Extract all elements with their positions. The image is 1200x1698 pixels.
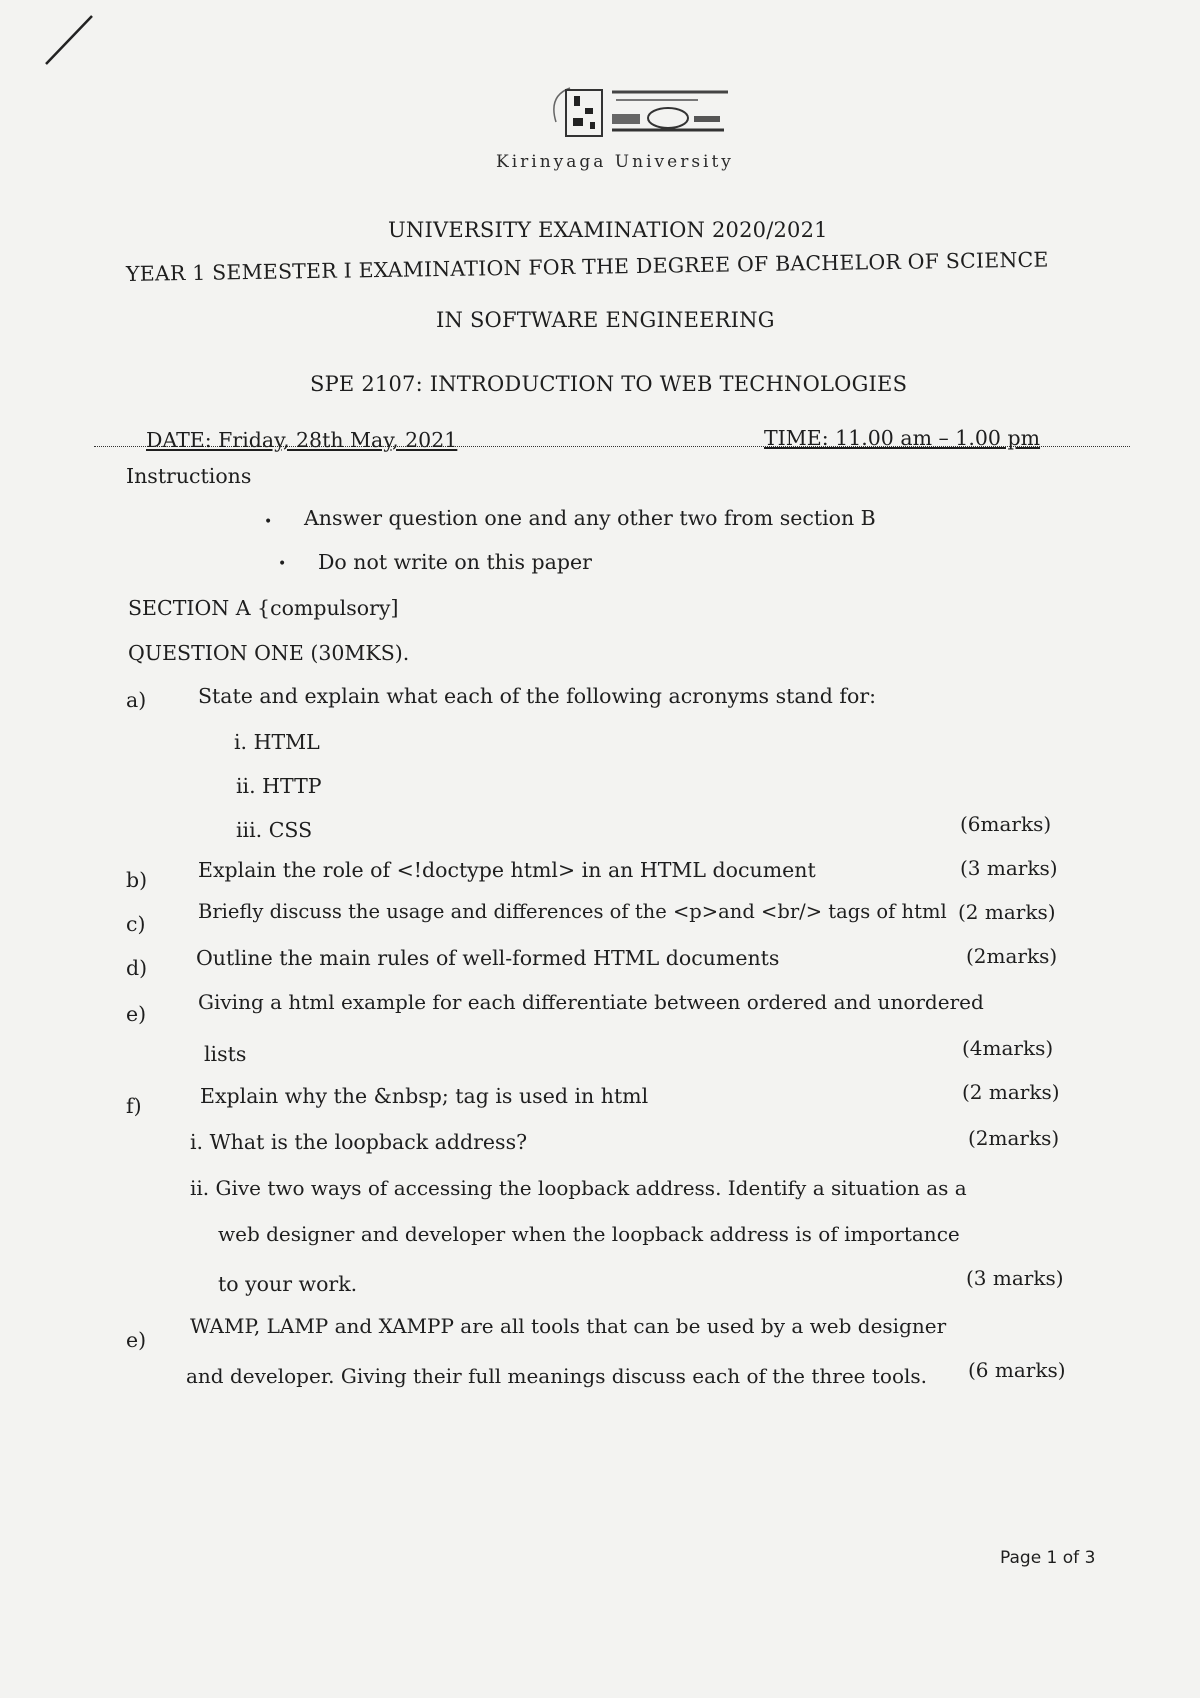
question-label: d) [126,956,148,980]
question-label: f) [126,1094,142,1118]
bullet-icon: • [264,514,273,530]
question-label: c) [126,912,146,936]
question-marks: (2marks) [966,944,1058,968]
question-label: a) [126,688,147,712]
question-marks: (3 marks) [960,856,1058,880]
question-text: Briefly discuss the usage and differences of the <p>and <br/> tags of html [198,900,947,923]
question-marks: (6marks) [960,812,1052,836]
exam-time: TIME: 11.00 am – 1.00 pm [764,426,1041,450]
page-number: Page 1 of 3 [1000,1548,1096,1568]
exam-title: UNIVERSITY EXAMINATION 2020/2021 [388,218,828,242]
question-label: e) [126,1328,147,1352]
question-text: Outline the main rules of well-formed HTML documents [196,946,780,970]
acronym-item: ii. HTTP [236,774,322,798]
sub-question: i. What is the loopback address? [190,1130,528,1154]
logo-emblem-icon [548,82,738,144]
question-heading: QUESTION ONE (30MKS). [128,641,410,665]
exam-date: DATE: Friday, 28th May, 2021 [146,428,458,452]
degree-line-2: IN SOFTWARE ENGINEERING [436,308,775,332]
question-marks: (2 marks) [958,900,1056,924]
question-text-continued: lists [204,1042,247,1066]
acronym-item: iii. CSS [236,818,313,842]
pen-mark [40,8,100,68]
university-name: Kirinyaga University [496,152,734,172]
bullet-icon: • [278,556,287,572]
question-text: Giving a html example for each differentiate between ordered and unordered [198,990,984,1014]
sub-question-marks: (2marks) [968,1126,1060,1150]
instruction-item: Answer question one and any other two from section B [304,506,876,530]
question-text: Explain the role of <!doctype html> in an HTML document [198,858,816,882]
question-marks: (4marks) [962,1036,1054,1060]
sub-question-continued: web designer and developer when the loopback address is of importance [218,1222,960,1246]
question-text: State and explain what each of the following acronyms stand for: [198,684,877,708]
question-label: b) [126,868,148,892]
instruction-item: Do not write on this paper [318,550,592,574]
question-marks: (2 marks) [962,1080,1060,1104]
question-label: e) [126,1002,147,1026]
section-title: SECTION A {compulsory] [128,596,399,620]
instructions-heading: Instructions [126,464,252,488]
question-marks: (6 marks) [968,1358,1066,1382]
acronym-item: i. HTML [234,730,320,754]
question-text: WAMP, LAMP and XAMPP are all tools that can be used by a web designer [190,1314,947,1338]
question-text-continued: and developer. Giving their full meanings discuss each of the three tools. [186,1364,927,1388]
question-text: Explain why the &nbsp; tag is used in html [200,1084,649,1108]
sub-question-continued: to your work. [218,1272,358,1296]
sub-question: ii. Give two ways of accessing the loopback address. Identify a situation as a [190,1176,967,1200]
university-logo [548,82,738,144]
sub-question-marks: (3 marks) [966,1266,1064,1290]
degree-line-1: YEAR 1 SEMESTER I EXAMINATION FOR THE DEGREE OF BACHELOR OF SCIENCE [125,247,1049,286]
course-title: SPE 2107: INTRODUCTION TO WEB TECHNOLOGIES [310,372,908,396]
